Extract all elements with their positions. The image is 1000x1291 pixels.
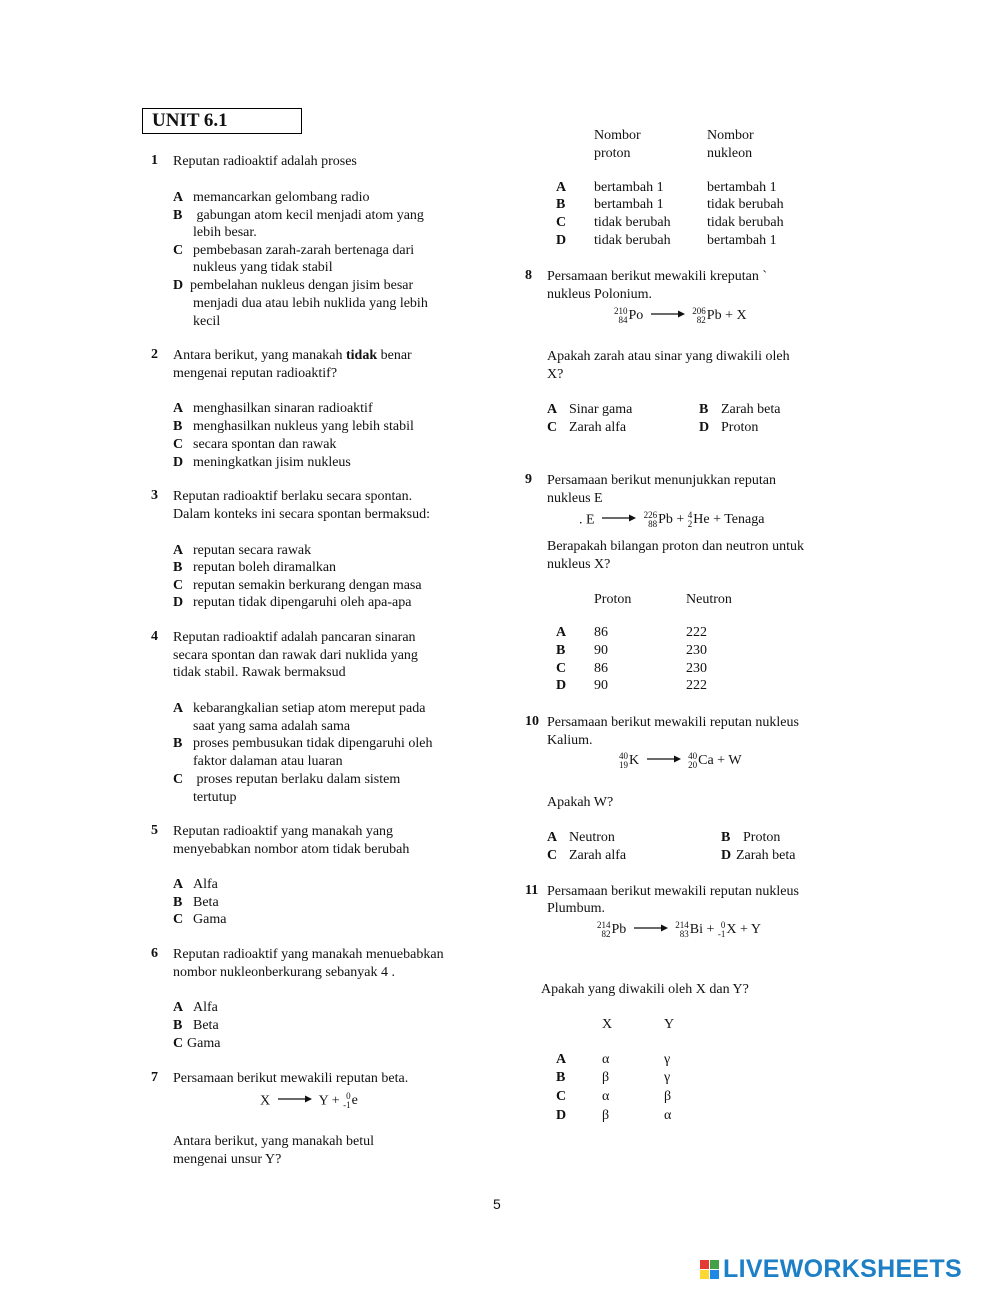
option-letter: C — [173, 772, 184, 787]
option-text: reputan tidak dipengaruhi oleh apa-apa — [193, 595, 412, 610]
reaction-arrow-icon — [634, 923, 668, 933]
option-text-cont: nukleus yang tidak stabil — [193, 260, 333, 275]
option-a[interactable] — [173, 999, 218, 1017]
table-cell: β — [602, 1108, 610, 1123]
question-number: 4 — [151, 629, 158, 644]
question-stem: Persamaan berikut menunjukkan reputan — [547, 473, 776, 488]
table-cell: γ — [664, 1070, 671, 1085]
atomic-number: 2 — [687, 519, 693, 529]
nuclide-symbol: Po — [628, 308, 644, 324]
question-stem: Reputan radioaktif adalah pancaran sinaran — [173, 630, 416, 645]
option-c[interactable] — [547, 847, 626, 865]
nuclide-symbol: Ca + W — [698, 753, 742, 769]
question-number: 2 — [151, 347, 158, 362]
nuclide-notation — [718, 921, 761, 939]
nuclide-notation — [619, 752, 639, 770]
option-letter: B — [173, 1018, 183, 1033]
question-stem-cont: nukleus X? — [547, 557, 611, 572]
logo-square — [700, 1260, 709, 1269]
equation — [579, 511, 764, 529]
option-letter: B — [556, 643, 566, 658]
option-letter: D — [173, 455, 184, 470]
mass-number: 206 — [692, 306, 706, 316]
question-stem-cont: nukleus Polonium. — [547, 287, 653, 302]
atomic-number: -1 — [343, 1100, 351, 1110]
option-letter: C — [173, 1036, 184, 1051]
question-stem-cont: menyebabkan nombor atom tidak berubah — [173, 842, 410, 857]
table-cell: bertambah 1 — [594, 197, 664, 212]
atomic-number: -1 — [717, 929, 726, 939]
option-letter: B — [173, 208, 183, 223]
table-header: nukleon — [707, 146, 753, 161]
question-stem-cont: mengenai unsur Y? — [173, 1152, 282, 1167]
stem-text: Antara berikut, yang manakah — [173, 348, 346, 363]
option-letter: D — [699, 420, 710, 435]
option-a[interactable] — [173, 189, 369, 207]
option-text: memancarkan gelombang radio — [193, 190, 370, 205]
table-cell: tidak berubah — [707, 215, 784, 230]
atomic-number: 83 — [679, 929, 689, 939]
mass-number: 0 — [346, 1091, 351, 1101]
mass-number: 40 — [688, 751, 698, 761]
reaction-arrow-icon — [651, 309, 685, 319]
liveworksheets-logo[interactable] — [700, 1256, 962, 1282]
table-cell: 90 — [594, 643, 608, 658]
option-text: secara spontan dan rawak — [193, 437, 337, 452]
question-stem-cont: nombor nukleonberkurang sebanyak 4 . — [173, 965, 395, 980]
reaction-arrow-icon — [602, 513, 636, 523]
nuclide-notation — [688, 752, 741, 770]
question-stem-cont: Apakah yang diwakili oleh X dan Y? — [541, 982, 749, 997]
option-letter: A — [556, 625, 567, 640]
reaction-arrow-icon — [278, 1094, 312, 1104]
option-letter: D — [556, 233, 567, 248]
mass-number: 210 — [614, 306, 628, 316]
table-cell: bertambah 1 — [594, 180, 664, 195]
nuclide-symbol: Pb — [611, 922, 627, 938]
question-stem-cont: Dalam konteks ini secara spontan bermaksud: — [173, 507, 430, 522]
nuclide-symbol: Pb + X — [706, 308, 747, 324]
nuclide-symbol: K — [629, 753, 640, 769]
question-stem-cont: Kalium. — [547, 733, 593, 748]
stem-emphasis: tidak — [346, 348, 378, 363]
page-number: 5 — [493, 1196, 501, 1212]
option-letter: D — [556, 1108, 567, 1123]
question-stem-cont: mengenai reputan radioaktif? — [173, 366, 338, 381]
unit-title: UNIT 6.1 — [142, 108, 302, 134]
table-cell: 86 — [594, 661, 608, 676]
table-cell: 86 — [594, 625, 608, 640]
option-text: Gama — [187, 1036, 221, 1051]
equation — [614, 307, 747, 325]
atomic-number: 82 — [696, 315, 706, 325]
table-cell: bertambah 1 — [707, 180, 777, 195]
nuclide-symbol: e — [351, 1093, 358, 1109]
option-letter: C — [173, 578, 184, 593]
question-stem: Persamaan berikut mewakili reputan beta. — [173, 1071, 409, 1086]
option-text: meningkatkan jisim nukleus — [193, 455, 351, 470]
nuclide-symbol: He + Tenaga — [693, 512, 765, 528]
table-header: Neutron — [686, 592, 732, 607]
question-stem: Persamaan berikut mewakili reputan nukleus — [547, 884, 799, 899]
question-stem-cont: secara spontan dan rawak dari nuklida yang — [173, 648, 418, 663]
option-letter: C — [556, 215, 567, 230]
option-letter: D — [173, 595, 184, 610]
option-letter: D — [556, 678, 567, 693]
table-cell: 230 — [686, 643, 707, 658]
option-letter: B — [721, 830, 731, 845]
option-a[interactable] — [173, 700, 425, 718]
option-text: kebarangkalian setiap atom mereput pada — [193, 701, 426, 716]
option-text: Proton — [721, 420, 759, 435]
mass-number: 214 — [675, 920, 689, 930]
option-letter: D — [721, 848, 732, 863]
nuclide-notation — [644, 511, 685, 529]
table-cell: α — [602, 1052, 610, 1067]
equation-term: X — [260, 1093, 271, 1109]
option-text: Beta — [193, 895, 219, 910]
option-letter: D — [173, 278, 184, 293]
option-b[interactable] — [173, 207, 424, 225]
equation — [619, 752, 742, 770]
option-text-cont: kecil — [193, 314, 221, 329]
option-letter: C — [173, 243, 184, 258]
question-number: 11 — [525, 883, 539, 898]
option-a[interactable] — [173, 400, 373, 418]
question-stem-cont: Plumbum. — [547, 901, 605, 916]
question-stem: Reputan radioaktif berlaku secara spontan. — [173, 489, 413, 504]
option-text: Gama — [193, 912, 227, 927]
option-letter: B — [173, 736, 183, 751]
mass-number: 214 — [597, 920, 611, 930]
question-number: 6 — [151, 946, 158, 961]
equation — [597, 921, 761, 939]
question-stem-cont: Apakah zarah atau sinar yang diwakili oleh — [547, 349, 790, 364]
option-d[interactable] — [699, 419, 758, 437]
nuclide-notation — [692, 307, 746, 325]
option-c[interactable] — [173, 771, 400, 789]
atomic-number: 82 — [601, 929, 611, 939]
option-letter: A — [556, 180, 567, 195]
option-text: Sinar gama — [569, 402, 633, 417]
logo-text: LIVEWORKSHEETS — [723, 1254, 962, 1283]
option-b[interactable] — [173, 1017, 219, 1035]
option-text: reputan boleh diramalkan — [193, 560, 337, 575]
question-stem: Persamaan berikut mewakili reputan nukleus — [547, 715, 799, 730]
option-letter: C — [547, 420, 558, 435]
table-cell: α — [664, 1108, 672, 1123]
atomic-number: 88 — [648, 519, 658, 529]
option-b[interactable] — [721, 829, 780, 847]
option-letter: B — [556, 1070, 566, 1085]
stem-text: benar — [377, 348, 412, 363]
question-stem: Persamaan berikut mewakili kreputan ` — [547, 269, 768, 284]
nuclide-symbol: Bi + — [689, 922, 715, 938]
table-cell: bertambah 1 — [707, 233, 777, 248]
question-number: 3 — [151, 488, 158, 503]
nuclide-notation — [343, 1092, 358, 1110]
option-letter: C — [173, 912, 184, 927]
option-letter: A — [173, 1000, 184, 1015]
equation-term: Y + — [318, 1093, 340, 1109]
mass-number: 4 — [687, 510, 693, 520]
logo-square — [700, 1270, 709, 1279]
question-number: 9 — [525, 472, 532, 487]
table-header: Nombor — [594, 128, 641, 143]
option-text: Zarah beta — [721, 402, 781, 417]
question-stem: Reputan radioaktif yang manakah menuebabkan — [173, 947, 444, 962]
option-text-cont: lebih besar. — [193, 225, 257, 240]
logo-square — [710, 1260, 719, 1269]
option-c[interactable] — [173, 242, 414, 260]
table-cell: 230 — [686, 661, 707, 676]
question-number: 8 — [525, 268, 532, 283]
table-header: Proton — [594, 592, 632, 607]
question-stem-cont: Apakah W? — [547, 795, 614, 810]
table-cell: tidak berubah — [594, 215, 671, 230]
option-letter: A — [173, 543, 184, 558]
option-letter: B — [699, 402, 709, 417]
question-number: 7 — [151, 1070, 158, 1085]
option-text: Alfa — [193, 877, 218, 892]
table-header: X — [602, 1017, 613, 1032]
option-letter: C — [173, 437, 184, 452]
option-text: Zarah beta — [736, 848, 796, 863]
nuclide-symbol: X + Y — [726, 922, 762, 938]
option-text: proses reputan berlaku dalam sistem — [193, 772, 401, 787]
option-text: menghasilkan sinaran radioaktif — [193, 401, 373, 416]
option-text-cont: faktor dalaman atau luaran — [193, 754, 343, 769]
nuclide-notation — [597, 921, 626, 939]
question-stem-cont: nukleus E — [547, 491, 603, 506]
mass-number: 40 — [619, 751, 628, 761]
table-cell: γ — [664, 1052, 671, 1067]
table-cell: 222 — [686, 625, 707, 640]
option-b[interactable] — [173, 559, 336, 577]
option-text-cont: saat yang sama adalah sama — [193, 719, 351, 734]
nuclide-notation — [614, 307, 643, 325]
option-letter: B — [173, 560, 183, 575]
equation-term: . E — [579, 512, 595, 528]
table-cell: tidak berubah — [594, 233, 671, 248]
option-text: Zarah alfa — [569, 420, 627, 435]
option-a[interactable] — [173, 876, 218, 894]
atomic-number: 20 — [688, 760, 698, 770]
logo-square — [710, 1270, 719, 1279]
option-b[interactable] — [173, 735, 433, 753]
logo-mark-icon — [700, 1260, 719, 1279]
option-text: pembelahan nukleus dengan jisim besar — [190, 278, 414, 293]
option-a[interactable] — [547, 401, 632, 419]
table-header: proton — [594, 146, 631, 161]
option-c[interactable] — [173, 1035, 220, 1053]
question-stem-cont: Berapakah bilangan proton dan neutron untuk — [547, 539, 804, 554]
question-stem: Reputan radioaktif adalah proses — [173, 154, 357, 169]
option-letter: A — [547, 830, 558, 845]
mass-number: 226 — [643, 510, 658, 520]
option-letter: B — [556, 197, 566, 212]
option-letter: A — [556, 1052, 567, 1067]
question-stem-cont: Antara berikut, yang manakah betul — [173, 1134, 374, 1149]
question-stem-cont: X? — [547, 367, 564, 382]
question-stem: Reputan radioaktif yang manakah yang — [173, 824, 394, 839]
option-text: reputan secara rawak — [193, 543, 312, 558]
option-text: pembebasan zarah-zarah bertenaga dari — [193, 243, 415, 258]
table-cell: 222 — [686, 678, 707, 693]
option-letter: C — [556, 1089, 567, 1104]
nuclide-notation — [688, 511, 765, 529]
option-b[interactable] — [173, 894, 219, 912]
option-c[interactable] — [547, 419, 626, 437]
option-text: Neutron — [569, 830, 615, 845]
option-letter: A — [173, 701, 184, 716]
option-letter: B — [173, 895, 183, 910]
option-a[interactable] — [547, 829, 615, 847]
question-number: 5 — [151, 823, 158, 838]
option-letter: A — [547, 402, 558, 417]
table-cell: β — [664, 1089, 672, 1104]
option-letter: C — [556, 661, 567, 676]
option-letter: B — [173, 419, 183, 434]
table-header: Nombor — [707, 128, 754, 143]
option-text: gabungan atom kecil menjadi atom yang — [193, 208, 424, 223]
option-d[interactable] — [173, 454, 351, 472]
option-letter: A — [173, 190, 184, 205]
equation — [260, 1092, 358, 1110]
option-text: Alfa — [193, 1000, 218, 1015]
option-c[interactable] — [173, 577, 422, 595]
table-cell: 90 — [594, 678, 608, 693]
option-b[interactable] — [173, 418, 414, 436]
option-letter: A — [173, 401, 184, 416]
table-header: Y — [664, 1017, 675, 1032]
option-c[interactable] — [173, 911, 226, 929]
option-text: Beta — [193, 1018, 219, 1033]
question-stem-cont: tidak stabil. Rawak bermaksud — [173, 665, 346, 680]
option-text: menghasilkan nukleus yang lebih stabil — [193, 419, 414, 434]
table-cell: β — [602, 1070, 610, 1085]
option-letter: A — [173, 877, 184, 892]
option-letter: C — [547, 848, 558, 863]
option-d[interactable] — [173, 594, 411, 612]
atomic-number: 19 — [619, 760, 628, 770]
option-text: proses pembusukan tidak dipengaruhi oleh — [193, 736, 433, 751]
nuclide-symbol: Pb + — [658, 512, 685, 528]
nuclide-notation — [675, 921, 714, 939]
option-a[interactable] — [173, 542, 311, 560]
mass-number: 0 — [720, 920, 726, 930]
table-cell: α — [602, 1089, 610, 1104]
option-text: Proton — [743, 830, 781, 845]
question-number: 10 — [525, 714, 539, 729]
option-d[interactable] — [173, 277, 413, 295]
reaction-arrow-icon — [647, 754, 681, 764]
question-stem — [173, 347, 412, 365]
option-text: reputan semakin berkurang dengan masa — [193, 578, 422, 593]
atomic-number: 84 — [618, 315, 628, 325]
option-b[interactable] — [699, 401, 780, 419]
table-cell: tidak berubah — [707, 197, 784, 212]
option-text-cont: menjadi dua atau lebih nuklida yang lebih — [193, 296, 428, 311]
question-number: 1 — [151, 153, 158, 168]
option-text-cont: tertutup — [193, 790, 237, 805]
option-d[interactable] — [721, 847, 795, 865]
option-text: Zarah alfa — [569, 848, 627, 863]
option-c[interactable] — [173, 436, 336, 454]
